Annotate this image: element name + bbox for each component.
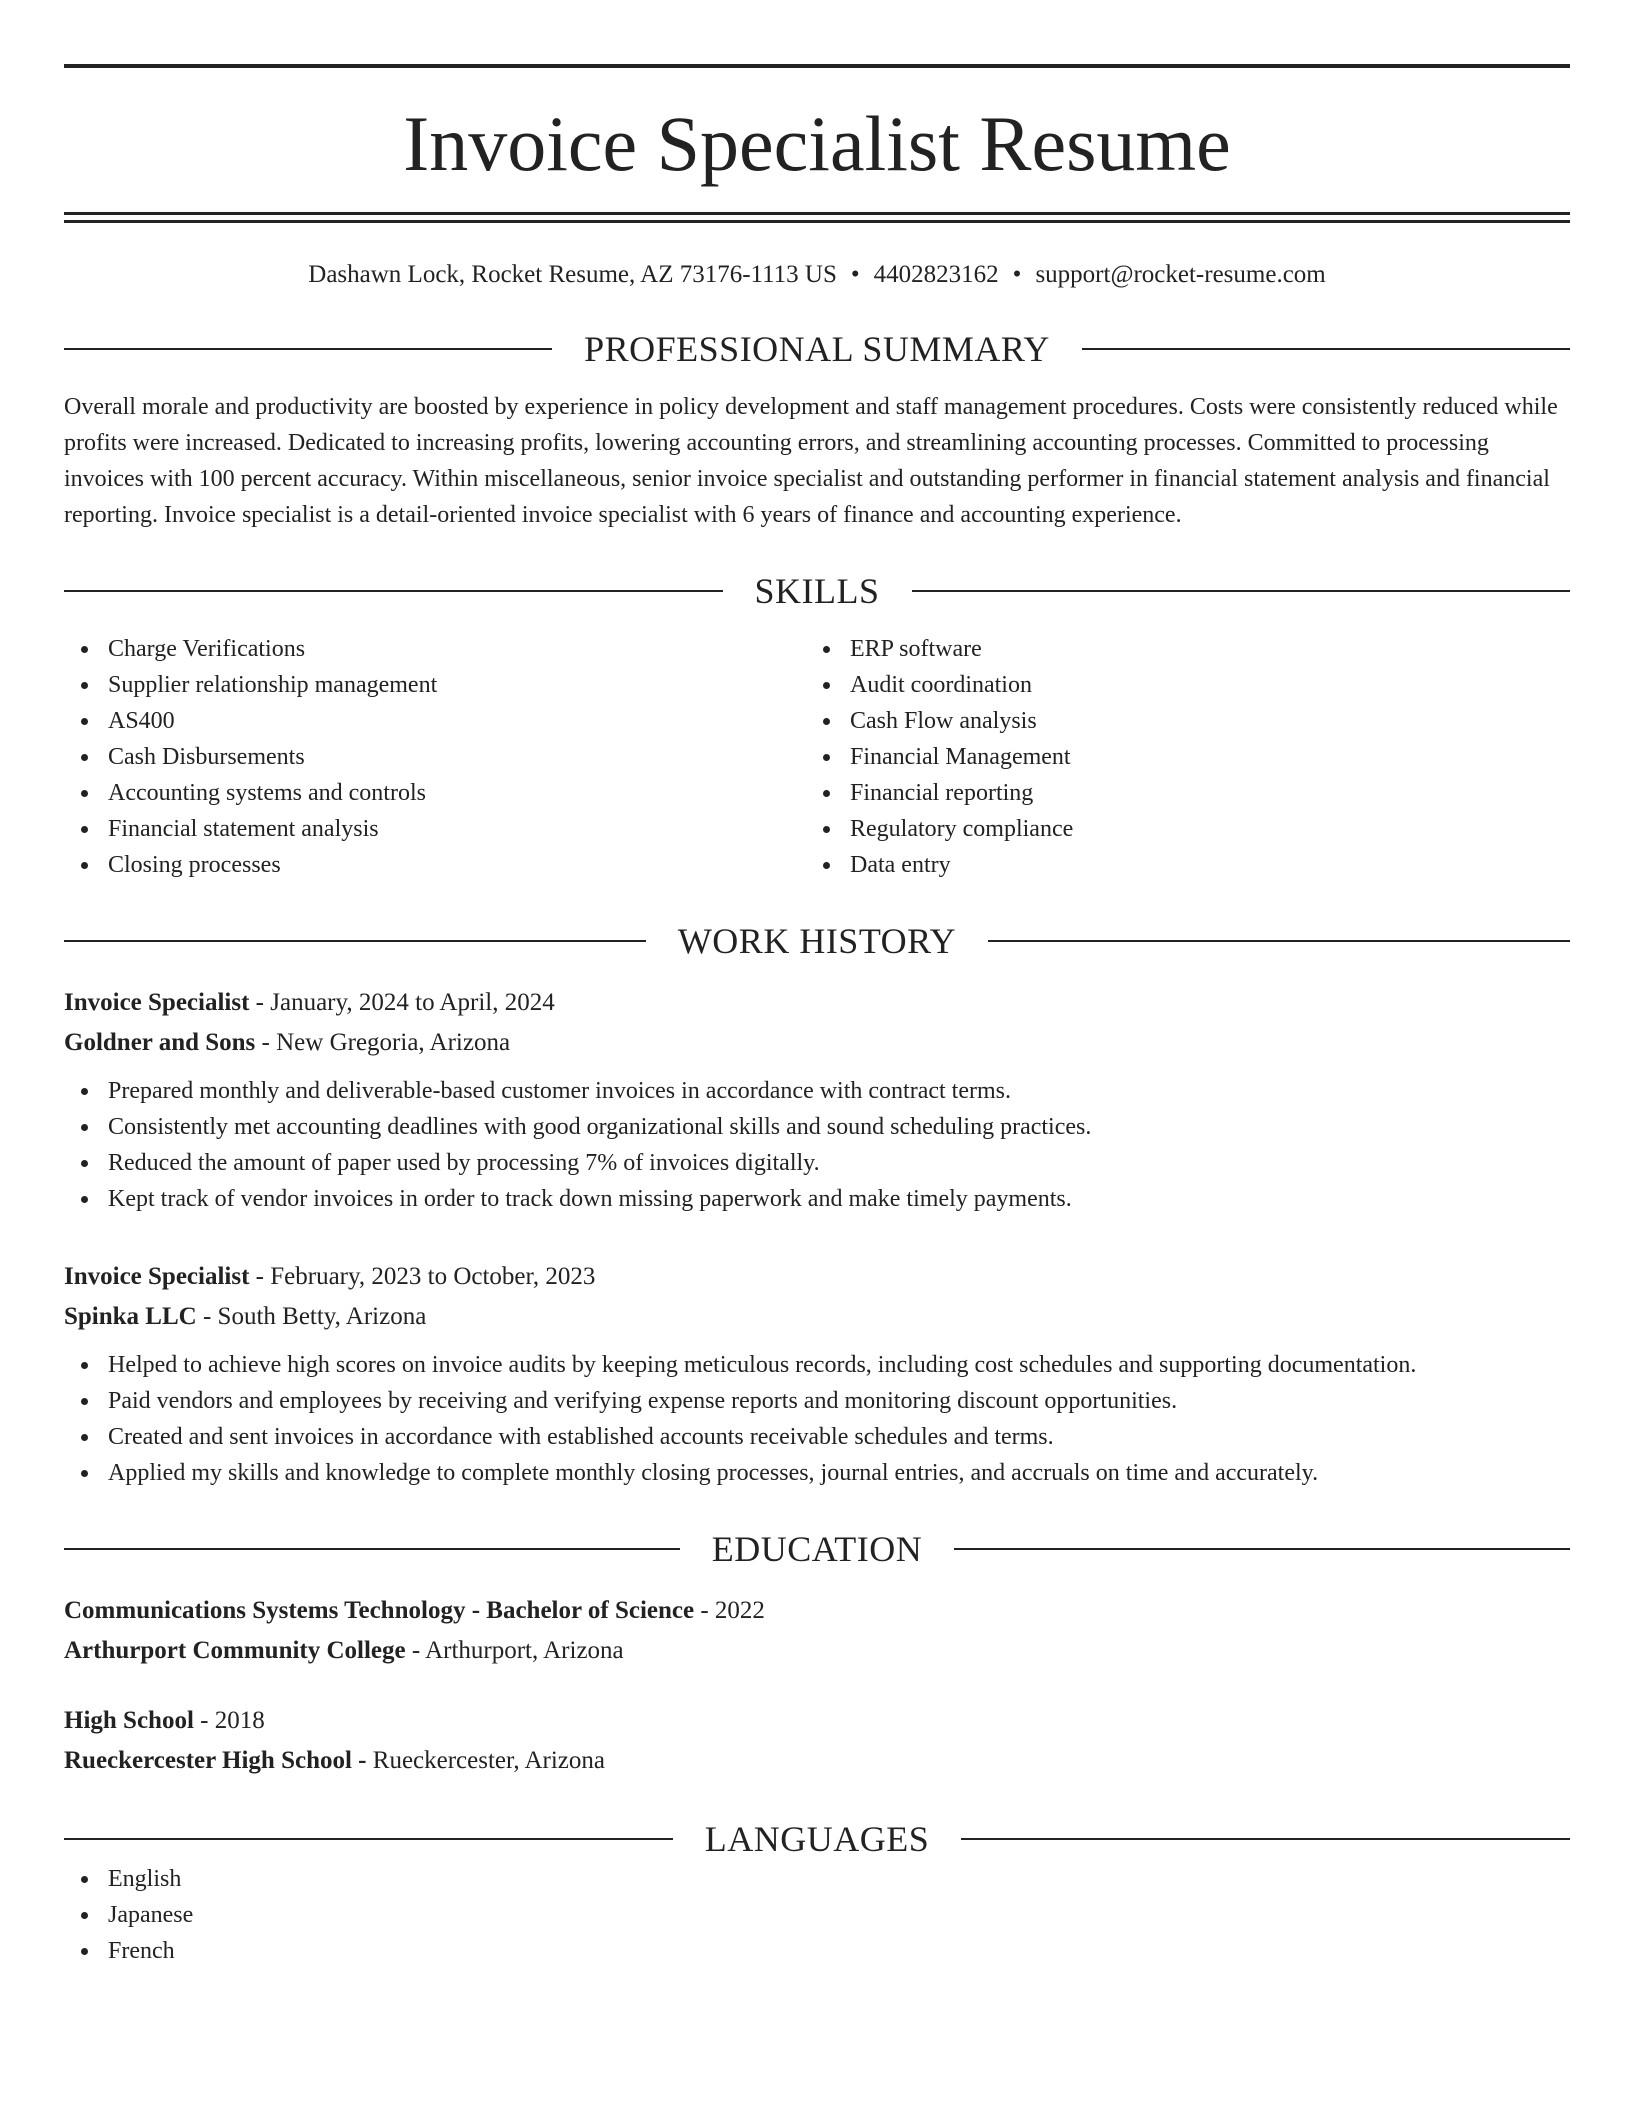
skill-item: Cash Flow analysis (806, 703, 1548, 739)
education-location: Rueckercester, Arizona (366, 1747, 605, 1774)
resume-title: Invoice Specialist Resume (403, 100, 1231, 187)
job-title-line (64, 1257, 1570, 1297)
language-item: French (64, 1933, 1570, 1969)
resume-page (64, 64, 1570, 1969)
section-header-skills (64, 569, 1570, 613)
summary-paragraph: Overall morale and productivity are boosted by experience in policy development and staff management procedures. Costs were consistently reduced while profits were increased. Dedicated to increasing profits, lowering accounting errors, and streamlining accounting processes. Committed to processing invoices with 100 percent accuracy. Within miscellaneous, senior invoice specialist and outstanding performer in financial statement analysis and financial reporting. Invoice specialist is a detail-oriented invoice specialist with 6 years of finance and accounting experience. (64, 394, 1558, 528)
education-degree: High School (64, 1707, 194, 1734)
job-title-line (64, 983, 1570, 1023)
job-duty-item: Consistently met accounting deadlines with good organizational skills and sound scheduling practices. (64, 1109, 1570, 1145)
languages-list (64, 1861, 1570, 1969)
section-rule (954, 1548, 1570, 1550)
education-degree: Communications Systems Technology - Bachelor of Science (64, 1597, 695, 1624)
education-school: Arthurport Community College (64, 1637, 406, 1664)
job-duty-item: Prepared monthly and deliverable-based customer invoices in accordance with contract terms. (64, 1073, 1570, 1109)
section-header-work-history (64, 919, 1570, 963)
job-duties (64, 1347, 1570, 1491)
job-title: Invoice Specialist (64, 989, 250, 1016)
section-header-summary (64, 327, 1570, 371)
job-location: - New Gregoria, Arizona (255, 1029, 511, 1056)
section-rule (64, 1838, 673, 1840)
language-item: Japanese (64, 1897, 1570, 1933)
job-duty-item: Created and sent invoices in accordance with established accounts receivable schedules and terms. (64, 1419, 1570, 1455)
title-double-rule (64, 212, 1570, 223)
skill-item: Charge Verifications (64, 631, 806, 667)
contact-separator: • (1012, 261, 1022, 288)
job-location: - South Betty, Arizona (196, 1303, 427, 1330)
skill-item: Cash Disbursements (64, 739, 806, 775)
job-duty-item: Paid vendors and employees by receiving and verifying expense reports and monitoring discount opportunities. (64, 1383, 1570, 1419)
contact-address: Dashawn Lock, Rocket Resume, AZ 73176-1113 US (308, 261, 837, 288)
section-header-education (64, 1527, 1570, 1571)
job-duty-item: Kept track of vendor invoices in order to track down missing paperwork and make timely payments. (64, 1181, 1570, 1217)
education-entry (64, 1701, 1570, 1781)
skill-item: Closing processes (64, 847, 806, 883)
skill-item: AS400 (64, 703, 806, 739)
section-rule (64, 1548, 680, 1550)
job-company-line (64, 1023, 1570, 1063)
job-company: Goldner and Sons (64, 1029, 256, 1056)
contact-phone: 4402823162 (873, 261, 999, 288)
skills-column-left (64, 631, 806, 883)
section-rule (961, 1838, 1570, 1840)
job-title: Invoice Specialist (64, 1263, 250, 1290)
education-location: - Arthurport, Arizona (405, 1637, 624, 1664)
education-school-line (64, 1631, 1570, 1671)
education-year: - 2022 (694, 1597, 765, 1624)
contact-email: support@rocket-resume.com (1035, 261, 1326, 288)
section-rule (64, 348, 552, 350)
skill-item: ERP software (806, 631, 1548, 667)
skills-column-right (806, 631, 1548, 883)
job-duty-item: Reduced the amount of paper used by processing 7% of invoices digitally. (64, 1145, 1570, 1181)
skills-list (64, 631, 1570, 883)
section-title: SKILLS (754, 571, 880, 611)
job-company: Spinka LLC (64, 1303, 197, 1330)
education-degree-line (64, 1701, 1570, 1741)
education-degree-line (64, 1591, 1570, 1631)
job-duty-item: Helped to achieve high scores on invoice audits by keeping meticulous records, including cost schedules and supporting documentation. (64, 1347, 1570, 1383)
section-title: WORK HISTORY (677, 921, 957, 961)
skill-item: Financial statement analysis (64, 811, 806, 847)
section-title: EDUCATION (711, 1529, 923, 1569)
education-entry (64, 1591, 1570, 1671)
education-school-line (64, 1741, 1570, 1781)
contact-separator: • (850, 261, 860, 288)
section-title: LANGUAGES (704, 1819, 930, 1859)
job-duty-item: Applied my skills and knowledge to complete monthly closing processes, journal entries, and accruals on time and accurately. (64, 1455, 1570, 1491)
section-header-languages (64, 1817, 1570, 1861)
section-rule (64, 590, 723, 592)
section-rule (64, 940, 646, 942)
education-year: - 2018 (193, 1707, 265, 1734)
skill-item: Financial Management (806, 739, 1548, 775)
skill-item: Data entry (806, 847, 1548, 883)
top-rule (64, 64, 1570, 68)
job-entry (64, 1257, 1570, 1491)
skill-item: Supplier relationship management (64, 667, 806, 703)
section-title: PROFESSIONAL SUMMARY (584, 329, 1050, 369)
skill-item: Regulatory compliance (806, 811, 1548, 847)
skill-item: Audit coordination (806, 667, 1548, 703)
job-dates: - January, 2024 to April, 2024 (249, 989, 555, 1016)
job-dates: - February, 2023 to October, 2023 (249, 1263, 596, 1290)
job-entry (64, 983, 1570, 1217)
language-item: English (64, 1861, 1570, 1897)
job-duties (64, 1073, 1570, 1217)
skill-item: Accounting systems and controls (64, 775, 806, 811)
contact-line (64, 259, 1570, 291)
section-rule (988, 940, 1570, 942)
job-company-line (64, 1297, 1570, 1337)
section-rule (1082, 348, 1570, 350)
skill-item: Financial reporting (806, 775, 1548, 811)
education-school: Rueckercester High School - (64, 1747, 367, 1774)
section-rule (912, 590, 1571, 592)
